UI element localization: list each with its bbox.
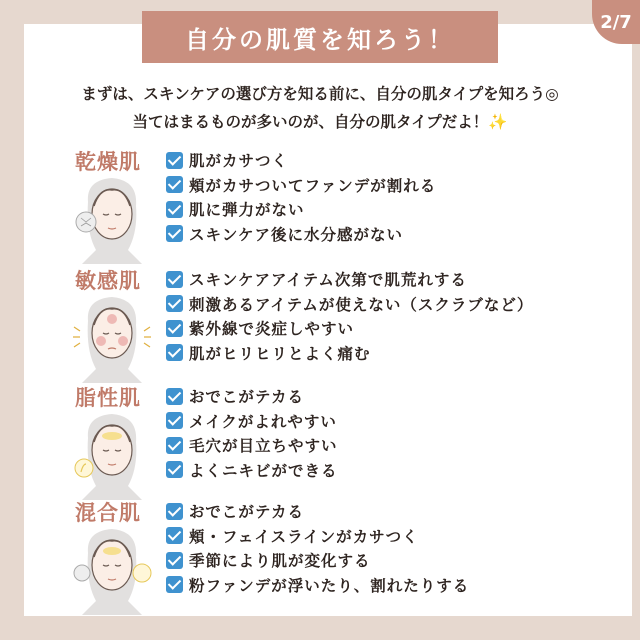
item-text: 肌がカサつく: [189, 152, 289, 171]
check-icon: [166, 437, 183, 454]
item-text: おでこがテカる: [189, 503, 305, 522]
check-icon: [166, 576, 183, 593]
item-text: スキンケアアイテム次第で肌荒れする: [189, 271, 467, 290]
item-text: おでこがテカる: [189, 388, 305, 407]
section-dry-skin: [60, 146, 620, 264]
item-text: 季節により肌が変化する: [189, 552, 371, 571]
check-icon: [166, 225, 183, 242]
check-icon: [166, 552, 183, 569]
item-text: 毛穴が目立ちやすい: [189, 437, 338, 456]
section-sensitive-skin: [60, 265, 620, 383]
check-icon: [166, 344, 183, 361]
checklist-item: [166, 384, 338, 409]
check-icon: [166, 176, 183, 193]
check-icon: [166, 271, 183, 288]
face-illustration-icon: [68, 172, 156, 264]
checklist: [166, 267, 533, 365]
item-text: 肌がヒリヒリとよく痛む: [189, 344, 371, 363]
checklist: [166, 499, 469, 597]
checklist-item: [166, 433, 338, 458]
face-illustration-icon: [68, 408, 156, 500]
check-icon: [166, 388, 183, 405]
item-text: 頬がカサついてファンデが割れる: [189, 176, 437, 195]
checklist-item: [166, 197, 436, 222]
check-icon: [166, 503, 183, 520]
intro-line-2: 当てはまるものが多いのが、自分の肌タイプだよ！✨: [132, 113, 508, 131]
checklist: [166, 148, 436, 246]
item-text: 紫外線で炎症しやすい: [189, 320, 355, 339]
section-title: 敏感肌: [75, 269, 141, 293]
checklist-item: [166, 548, 469, 573]
check-icon: [166, 201, 183, 218]
checklist-item: [166, 316, 533, 341]
section-combination-skin: [60, 497, 620, 615]
checklist-item: [166, 458, 338, 483]
item-text: 粉ファンデが浮いたり、割れたりする: [189, 576, 470, 595]
section-oily-skin: [60, 382, 620, 500]
item-text: メイクがよれやすい: [189, 412, 337, 431]
item-text: 刺激あるアイテムが使えない（スクラブなど）: [189, 295, 534, 314]
page-indicator: 2/7: [592, 0, 640, 44]
check-icon: [166, 320, 183, 337]
checklist-item: [166, 409, 338, 434]
face-illustration-icon: [68, 291, 156, 383]
check-icon: [166, 412, 183, 429]
check-icon: [166, 295, 183, 312]
checklist-item: [166, 524, 469, 549]
checklist-item: [166, 222, 436, 247]
checklist-item: [166, 173, 436, 198]
checklist-item: [166, 148, 436, 173]
section-title: 乾燥肌: [75, 150, 141, 174]
checklist-item: [166, 292, 533, 317]
checklist-item: [166, 499, 469, 524]
item-text: 頬・フェイスラインがカサつく: [189, 527, 419, 546]
item-text: よくニキビができる: [189, 461, 338, 480]
section-title: 混合肌: [75, 501, 141, 525]
checklist: [166, 384, 338, 482]
checklist-item: [166, 573, 469, 598]
item-text: 肌に弾力がない: [189, 201, 305, 220]
face-illustration-icon: [68, 523, 156, 615]
intro-line-1: まずは、スキンケアの選び方を知る前に、自分の肌タイプを知ろう◎: [81, 85, 559, 103]
checklist-item: [166, 267, 533, 292]
page-title: 自分の肌質を知ろう！: [142, 11, 498, 63]
section-title: 脂性肌: [75, 386, 141, 410]
checklist-item: [166, 341, 533, 366]
check-icon: [166, 461, 183, 478]
check-icon: [166, 527, 183, 544]
check-icon: [166, 152, 183, 169]
item-text: スキンケア後に水分感がない: [189, 225, 404, 244]
